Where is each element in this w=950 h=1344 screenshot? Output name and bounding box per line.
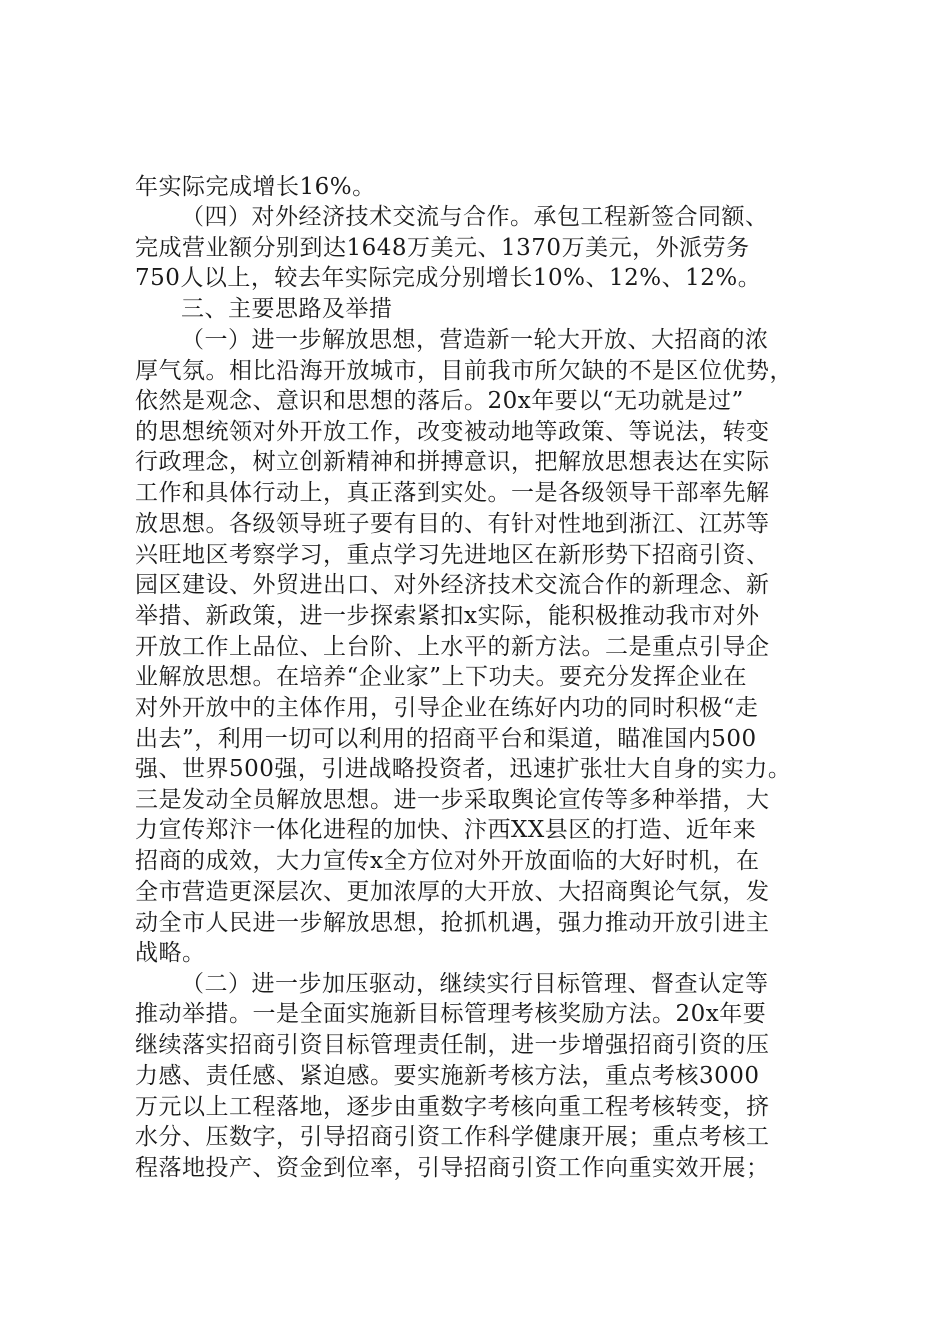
text-line: 推动举措。一是全面实施新目标管理考核奖励方法。20x年要 xyxy=(135,1001,767,1027)
text-line: 动全市人民进一步解放思想，抢抓机遇，强力推动开放引进主 xyxy=(135,910,770,936)
text-line: （四）对外经济技术交流与合作。承包工程新签合同额、 xyxy=(181,204,769,230)
text-line: 全市营造更深层次、更加浓厚的大开放、大招商舆论气氛，发 xyxy=(135,879,770,905)
text-line: 招商的成效，大力宣传x全方位对外开放面临的大好时机，在 xyxy=(135,848,760,874)
text-line: 战略。 xyxy=(135,940,206,966)
text-line: 三是发动全员解放思想。进一步采取舆论宣传等多种举措，大 xyxy=(135,787,770,813)
text-line: 的思想统领对外开放工作，改变被动地等政策、等说法，转变 xyxy=(135,419,770,445)
text-line: 出去”，利用一切可以利用的招商平台和渠道，瞄准国内500 xyxy=(135,726,757,752)
text-line: 力宣传郑汴一体化进程的加快、汴西XX县区的打造、近年来 xyxy=(135,817,757,843)
text-line: 750人以上，较去年实际完成分别增长10%、12%、12%。 xyxy=(135,265,762,291)
section-heading: 三、主要思路及举措 xyxy=(181,296,393,322)
text-line: 对外开放中的主体作用，引导企业在练好内功的同时积极“走 xyxy=(135,695,759,721)
text-line: 继续落实招商引资目标管理责任制，进一步增强招商引资的压 xyxy=(135,1032,770,1058)
text-line: 园区建设、外贸进出口、对外经济技术交流合作的新理念、新 xyxy=(135,572,770,598)
text-line: 工作和具体行动上，真正落到实处。一是各级领导干部率先解 xyxy=(135,480,770,506)
text-line: （一）进一步解放思想，营造新一轮大开放、大招商的浓 xyxy=(181,327,769,353)
text-line: （二）进一步加压驱动，继续实行目标管理、督查认定等 xyxy=(181,971,769,997)
text-line: 完成营业额分别到达1648万美元、1370万美元，外派劳务 xyxy=(135,235,750,261)
text-line: 行政理念，树立创新精神和拼搏意识，把解放思想表达在实际 xyxy=(135,449,770,475)
text-line: 厚气氛。相比沿海开放城市，目前我市所欠缺的不是区位优势， xyxy=(135,358,793,384)
text-line: 兴旺地区考察学习，重点学习先进地区在新形势下招商引资、 xyxy=(135,542,770,568)
text-line: 程落地投产、资金到位率，引导招商引资工作向重实效开展； xyxy=(135,1155,770,1181)
text-line: 强、世界500强，引进战略投资者，迅速扩张壮大自身的实力。 xyxy=(135,756,792,782)
text-line: 万元以上工程落地，逐步由重数字考核向重工程考核转变，挤 xyxy=(135,1094,770,1120)
text-line: 水分、压数字，引导招商引资工作科学健康开展；重点考核工 xyxy=(135,1124,770,1150)
text-line: 业解放思想。在培养“企业家”上下功夫。要充分发挥企业在 xyxy=(135,664,748,690)
text-line: 依然是观念、意识和思想的落后。20x年要以“无功就是过” xyxy=(135,388,744,414)
text-line: 力感、责任感、紧迫感。要实施新考核方法，重点考核3000 xyxy=(135,1063,760,1089)
text-line: 举措、新政策，进一步探索紧扣x实际，能积极推动我市对外 xyxy=(135,603,760,629)
text-line: 放思想。各级领导班子要有目的、有针对性地到浙江、江苏等 xyxy=(135,511,770,537)
text-line: 开放工作上品位、上台阶、上水平的新方法。二是重点引导企 xyxy=(135,634,770,660)
text-line: 年实际完成增长16%。 xyxy=(135,174,376,200)
